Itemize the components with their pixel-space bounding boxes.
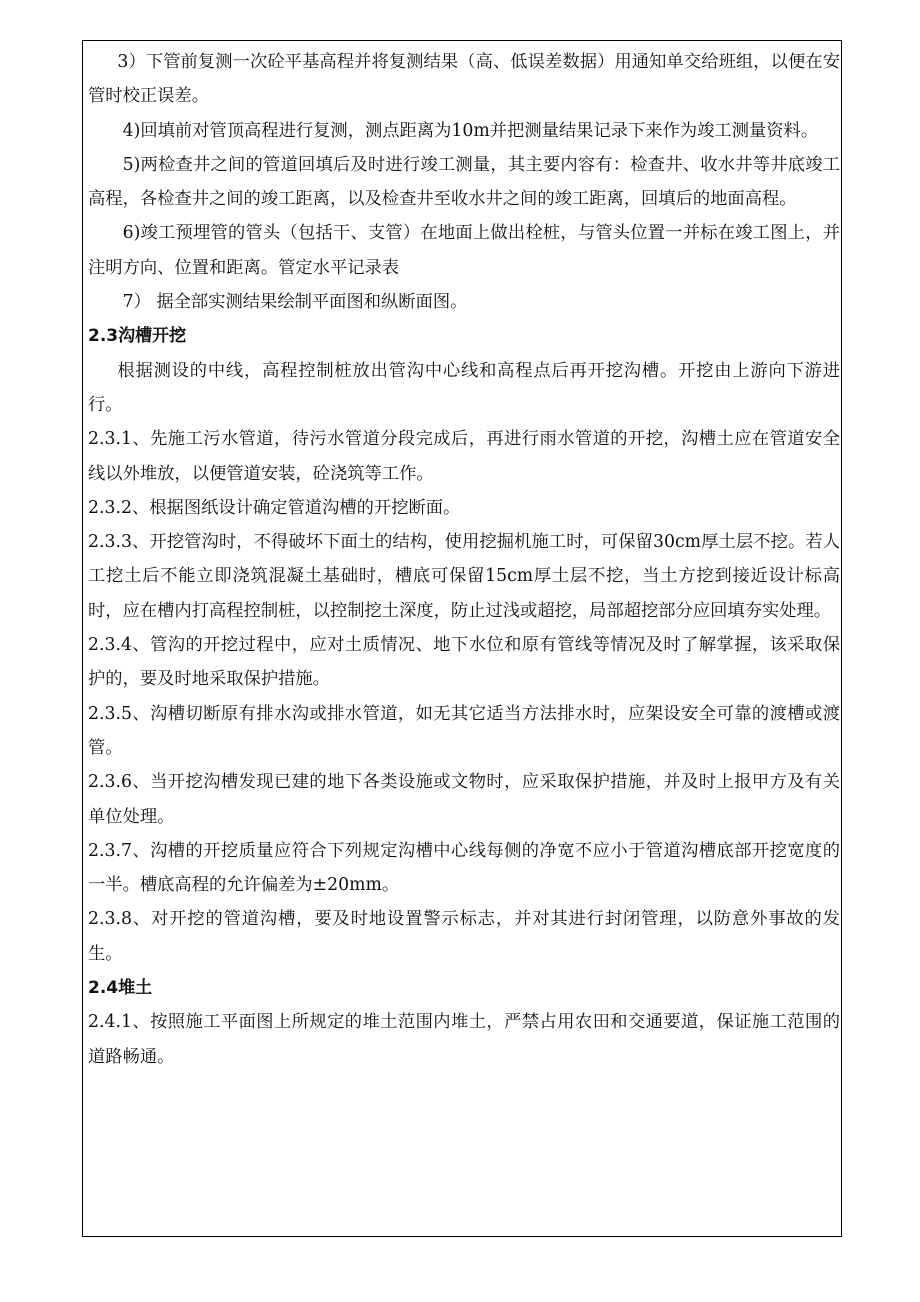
section-heading-2-4: 2.4堆土 — [88, 978, 153, 999]
item-2-3-5: 2.3.5、沟槽切断原有排水沟或排水管道，如无其它适当方法排水时，应架设安全可靠的渡槽或渡管。 — [88, 703, 840, 758]
item-2-3-3: 2.3.3、开挖管沟时，不得破坏下面土的结构，使用挖掘机施工时，可保留30cm厚土层不挖。若人工挖土后不能立即浇筑混凝土基础时，槽底可保留15cm厚土层不挖，当土方挖到接近设计标高时，应在槽内打高程控制桩，以控制挖土深度，防止过浅或超挖，局部超挖部分应回填夯实处理。 — [88, 532, 840, 621]
item-2-3-7: 2.3.7、沟槽的开挖质量应符合下列规定沟槽中心线每侧的净宽不应小于管道沟槽底部开挖宽度的一半。槽底高程的允许偏差为±20mm。 — [88, 840, 840, 896]
item-2-3-6: 2.3.6、当开挖沟槽发现已建的地下各类设施或文物时，应采取保护措施，并及时上报甲方及有关单位处理。 — [88, 772, 840, 827]
document-body — [88, 45, 840, 1074]
item-2-3-1: 2.3.1、先施工污水管道，待污水管道分段完成后，再进行雨水管道的开挖，沟槽土应在管道安全线以外堆放，以便管道安装，砼浇筑等工作。 — [88, 429, 840, 484]
section-heading-2-3: 2.3沟槽开挖 — [88, 326, 187, 347]
paragraph-7: 7） 据全部实测结果绘制平面图和纵断面图。 — [122, 292, 468, 313]
item-2-3-2: 2.3.2、根据图纸设计确定管道沟槽的开挖断面。 — [88, 497, 461, 518]
item-2-3-4: 2.3.4、管沟的开挖过程中，应对土质情况、地下水位和原有管线等情况及时了解掌握，该采取保护的，要及时地采取保护措施。 — [88, 635, 840, 690]
paragraph-3: 3）下管前复测一次砼平基高程并将复测结果（高、低误差数据）用通知单交给班组，以便在安管时校正误差。 — [88, 52, 840, 107]
section-2-3-intro: 根据测设的中线，高程控制桩放出管沟中心线和高程点后再开挖沟槽。开挖由上游向下游进行。 — [88, 360, 840, 415]
item-2-3-8: 2.3.8、对开挖的管道沟槽，要及时地设置警示标志，并对其进行封闭管理，以防意外事故的发生。 — [88, 909, 840, 964]
paragraph-6: 6)竣工预埋管的管头（包括干、支管）在地面上做出栓桩，与管头位置一并标在竣工图上，并注明方向、位置和距离。管定水平记录表 — [88, 223, 840, 278]
paragraph-5: 5)两检查井之间的管道回填后及时进行竣工测量，其主要内容有：检查井、收水井等井底竣工高程，各检查井之间的竣工距离，以及检查井至收水井之间的竣工距离，回填后的地面高程。 — [88, 154, 840, 210]
paragraph-4: 4)回填前对管顶高程进行复测，测点距离为10m并把测量结果记录下来作为竣工测量资料。 — [122, 120, 819, 141]
item-2-4-1: 2.4.1、按照施工平面图上所规定的堆土范围内堆土，严禁占用农田和交通要道，保证施工范围的道路畅通。 — [88, 1012, 840, 1067]
